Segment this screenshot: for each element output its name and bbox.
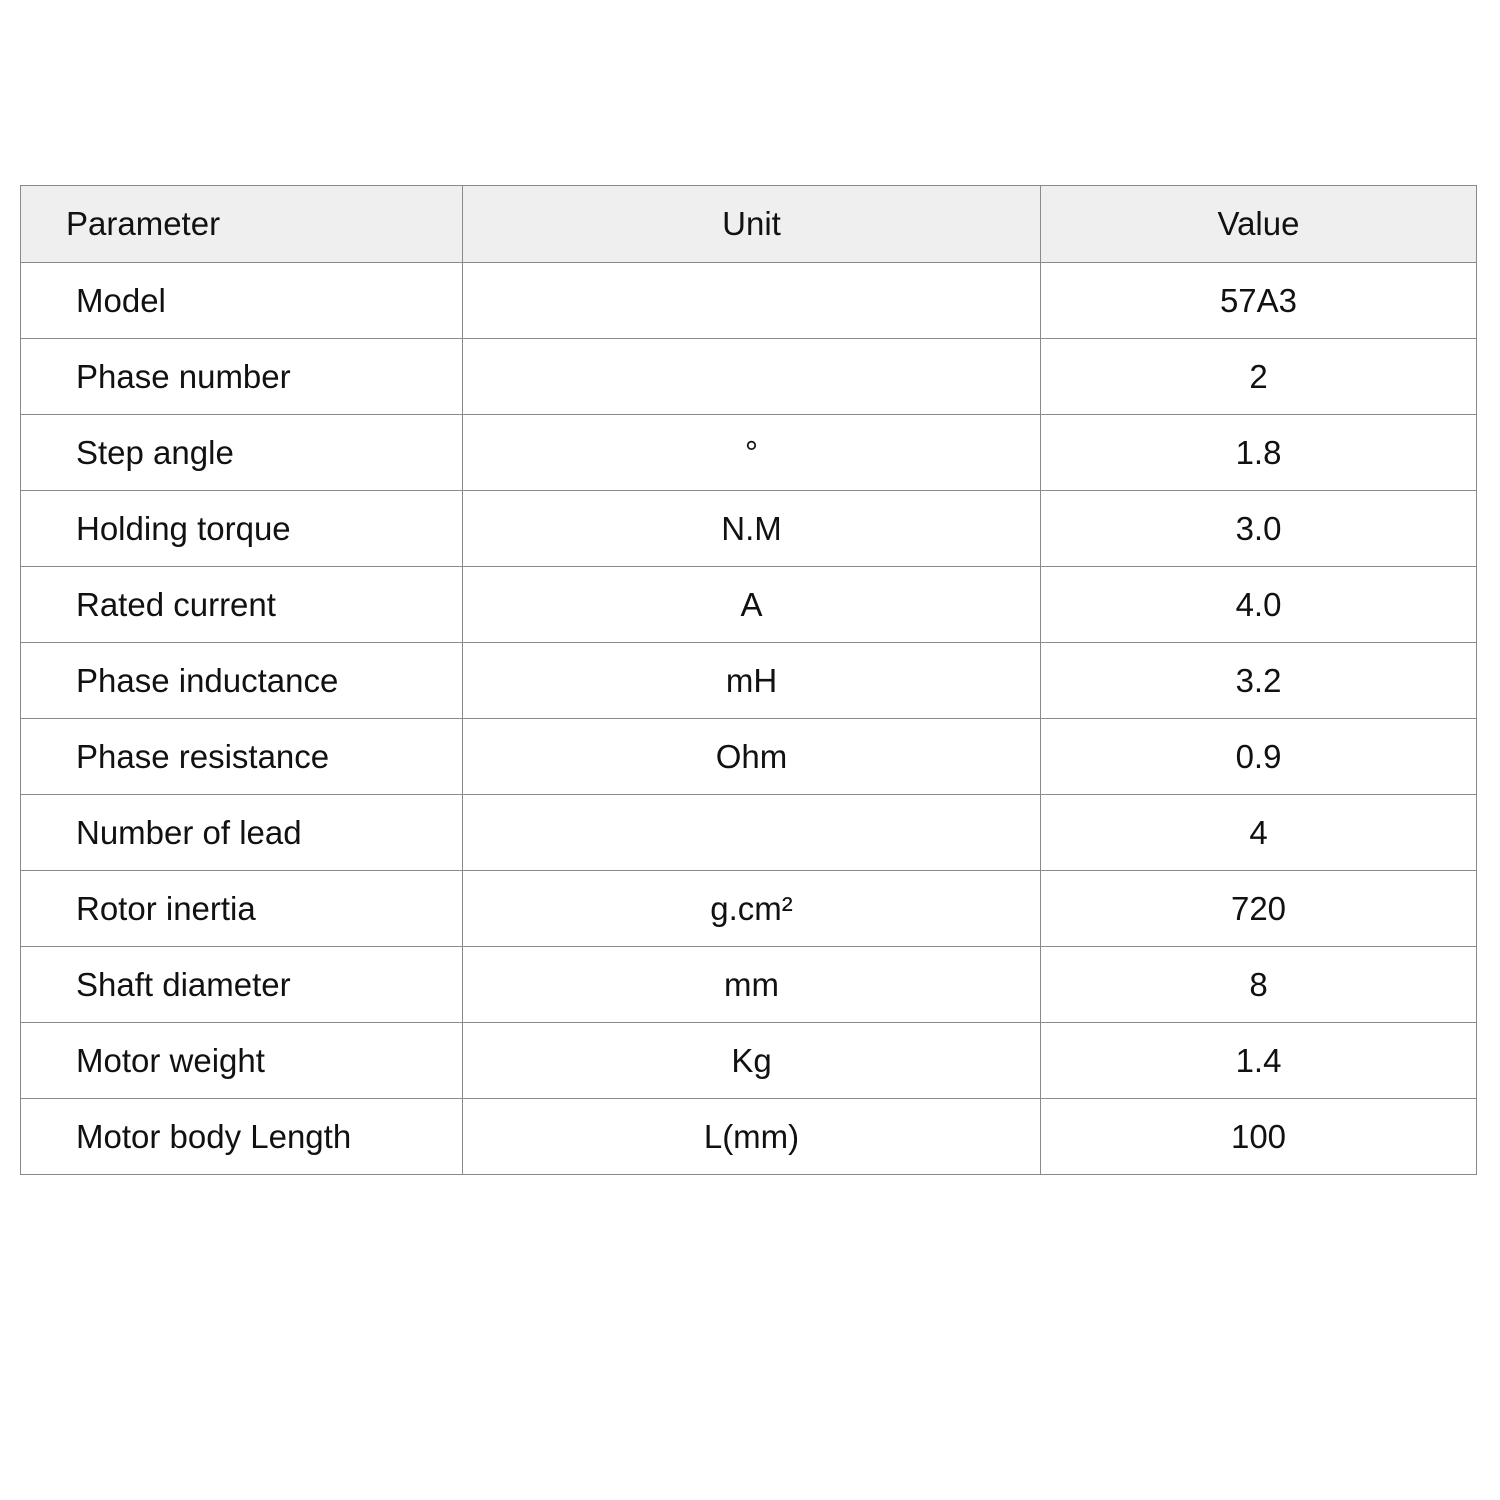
cell-value: 1.4 [1041, 1023, 1477, 1099]
cell-parameter: Phase number [21, 339, 463, 415]
cell-unit [463, 339, 1041, 415]
header-parameter: Parameter [21, 186, 463, 263]
table-body [21, 263, 1477, 1175]
cell-unit: A [463, 567, 1041, 643]
spec-table [20, 185, 1477, 1175]
table-row [21, 567, 1477, 643]
header-row [21, 186, 1477, 263]
cell-parameter: Rotor inertia [21, 871, 463, 947]
cell-value: 3.0 [1041, 491, 1477, 567]
table-row [21, 263, 1477, 339]
cell-parameter: Phase inductance [21, 643, 463, 719]
cell-unit: mH [463, 643, 1041, 719]
cell-parameter: Holding torque [21, 491, 463, 567]
cell-value: 3.2 [1041, 643, 1477, 719]
cell-parameter: Motor weight [21, 1023, 463, 1099]
cell-parameter: Step angle [21, 415, 463, 491]
header-unit: Unit [463, 186, 1041, 263]
table-row [21, 795, 1477, 871]
cell-value: 8 [1041, 947, 1477, 1023]
table-row [21, 1099, 1477, 1175]
cell-parameter: Shaft diameter [21, 947, 463, 1023]
cell-unit [463, 795, 1041, 871]
cell-value: 57A3 [1041, 263, 1477, 339]
table-header [21, 186, 1477, 263]
table-row [21, 871, 1477, 947]
cell-unit: N.M [463, 491, 1041, 567]
table-row [21, 415, 1477, 491]
cell-value: 4 [1041, 795, 1477, 871]
cell-unit [463, 263, 1041, 339]
table-row [21, 947, 1477, 1023]
cell-parameter: Model [21, 263, 463, 339]
table-row [21, 491, 1477, 567]
cell-unit: Kg [463, 1023, 1041, 1099]
cell-value: 100 [1041, 1099, 1477, 1175]
cell-value: 1.8 [1041, 415, 1477, 491]
cell-value: 0.9 [1041, 719, 1477, 795]
table-row [21, 339, 1477, 415]
cell-parameter: Rated current [21, 567, 463, 643]
header-value: Value [1041, 186, 1477, 263]
cell-parameter: Motor body Length [21, 1099, 463, 1175]
cell-value: 720 [1041, 871, 1477, 947]
cell-value: 2 [1041, 339, 1477, 415]
cell-value: 4.0 [1041, 567, 1477, 643]
cell-unit: L(mm) [463, 1099, 1041, 1175]
cell-parameter: Phase resistance [21, 719, 463, 795]
cell-parameter: Number of lead [21, 795, 463, 871]
cell-unit: g.cm² [463, 871, 1041, 947]
table-row [21, 643, 1477, 719]
table-row [21, 1023, 1477, 1099]
table-row [21, 719, 1477, 795]
cell-unit: mm [463, 947, 1041, 1023]
cell-unit: ° [463, 415, 1041, 491]
cell-unit: Ohm [463, 719, 1041, 795]
